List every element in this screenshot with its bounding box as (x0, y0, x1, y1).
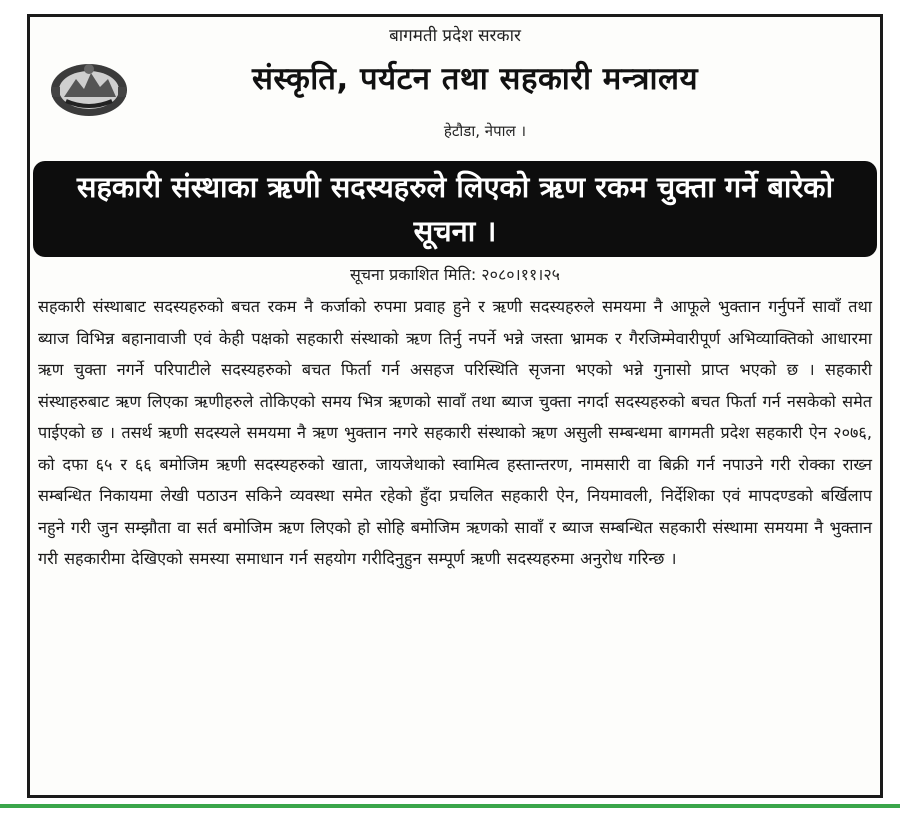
government-name: बागमती प्रदेश सरकार (389, 26, 521, 46)
notice-title: सहकारी संस्थाका ऋणी सदस्यहरुले लिएको ऋण रकम चुक्ता गर्ने बारेको सूचना । (76, 170, 834, 248)
published-date: सूचना प्रकाशित मिति: २०८०।११।२५ (350, 265, 560, 284)
office-location: हेटौडा, नेपाल । (443, 122, 527, 140)
notice-document (27, 14, 883, 798)
notice-title-banner (33, 161, 877, 257)
bottom-accent-line (0, 804, 900, 808)
ministry-name: संस्कृति, पर्यटन तथा सहकारी मन्त्रालय (251, 61, 699, 97)
notice-body: सहकारी संस्थाबाट सदस्यहरुको बचत रकम नै कर्जाको रुपमा प्रवाह हुने र ऋणी सदस्यहरुले समयमा नै आफूले भुक्तान गर्नुपर्ने सावाँ तथा ब्याज विभिन्न बहानावाजी एवं केही पक्षको सहकारी संस्थाको ऋण तिर्नु नपर्ने भन्ने जस्ता भ्रामक र गैरजिम्मेवारीपूर्ण अभिव्याक्तिको आधारमा ऋण चुक्ता नगर्ने परिपाटीले सदस्यहरुको बचत फिर्ता गर्न असहज परिस्थिति सृजना भएको भन्ने गुनासो प्राप्त भएको छ । सहकारी संस्थाहरुबाट ऋण लिएका ऋणीहरुले तोकिएको समय भित्र ऋणको सावाँ तथा ब्याज चुक्ता नगर्दा सदस्यहरुको बचत फिर्ता गर्न नसकेको समेत पाईएको छ । तसर्थ ऋणी सदस्यले समयमा नै ऋण भुक्तान नगरे सहकारी संस्थाको ऋण असुली सम्बन्धमा बागमती प्रदेश सहकारी ऐन २०७६, को दफा ६५ र ६६ बमोजिम ऋणी सदस्यहरुको खाता, जायजेथाको स्वामित्व हस्तान्तरण, नामसारी वा बिक्री गर्न नपाउने गरी रोक्का राख्न सम्बन्धित निकायमा लेखी पठाउन सकिने व्यवस्था समेत रहेको हुँदा प्रचलित सहकारी ऐन, नियमावली, निर्देशिका एवं मापदण्डको बर्खिलाप नहुने गरी जुन सम्झौता वा सर्त बमोजिम ऋण लिएको हो सोहि बमोजिम ऋणको सावाँ र ब्याज सम्बन्धित सहकारी संस्थामा समयमा नै भुक्तान गरी सहकारीमा देखिएको समस्या समाधान गर्न सहयोग गरीदिनुहुन सम्पूर्ण ऋणी सदस्यहरुमा अनुरोध गरिन्छ । (38, 297, 873, 568)
